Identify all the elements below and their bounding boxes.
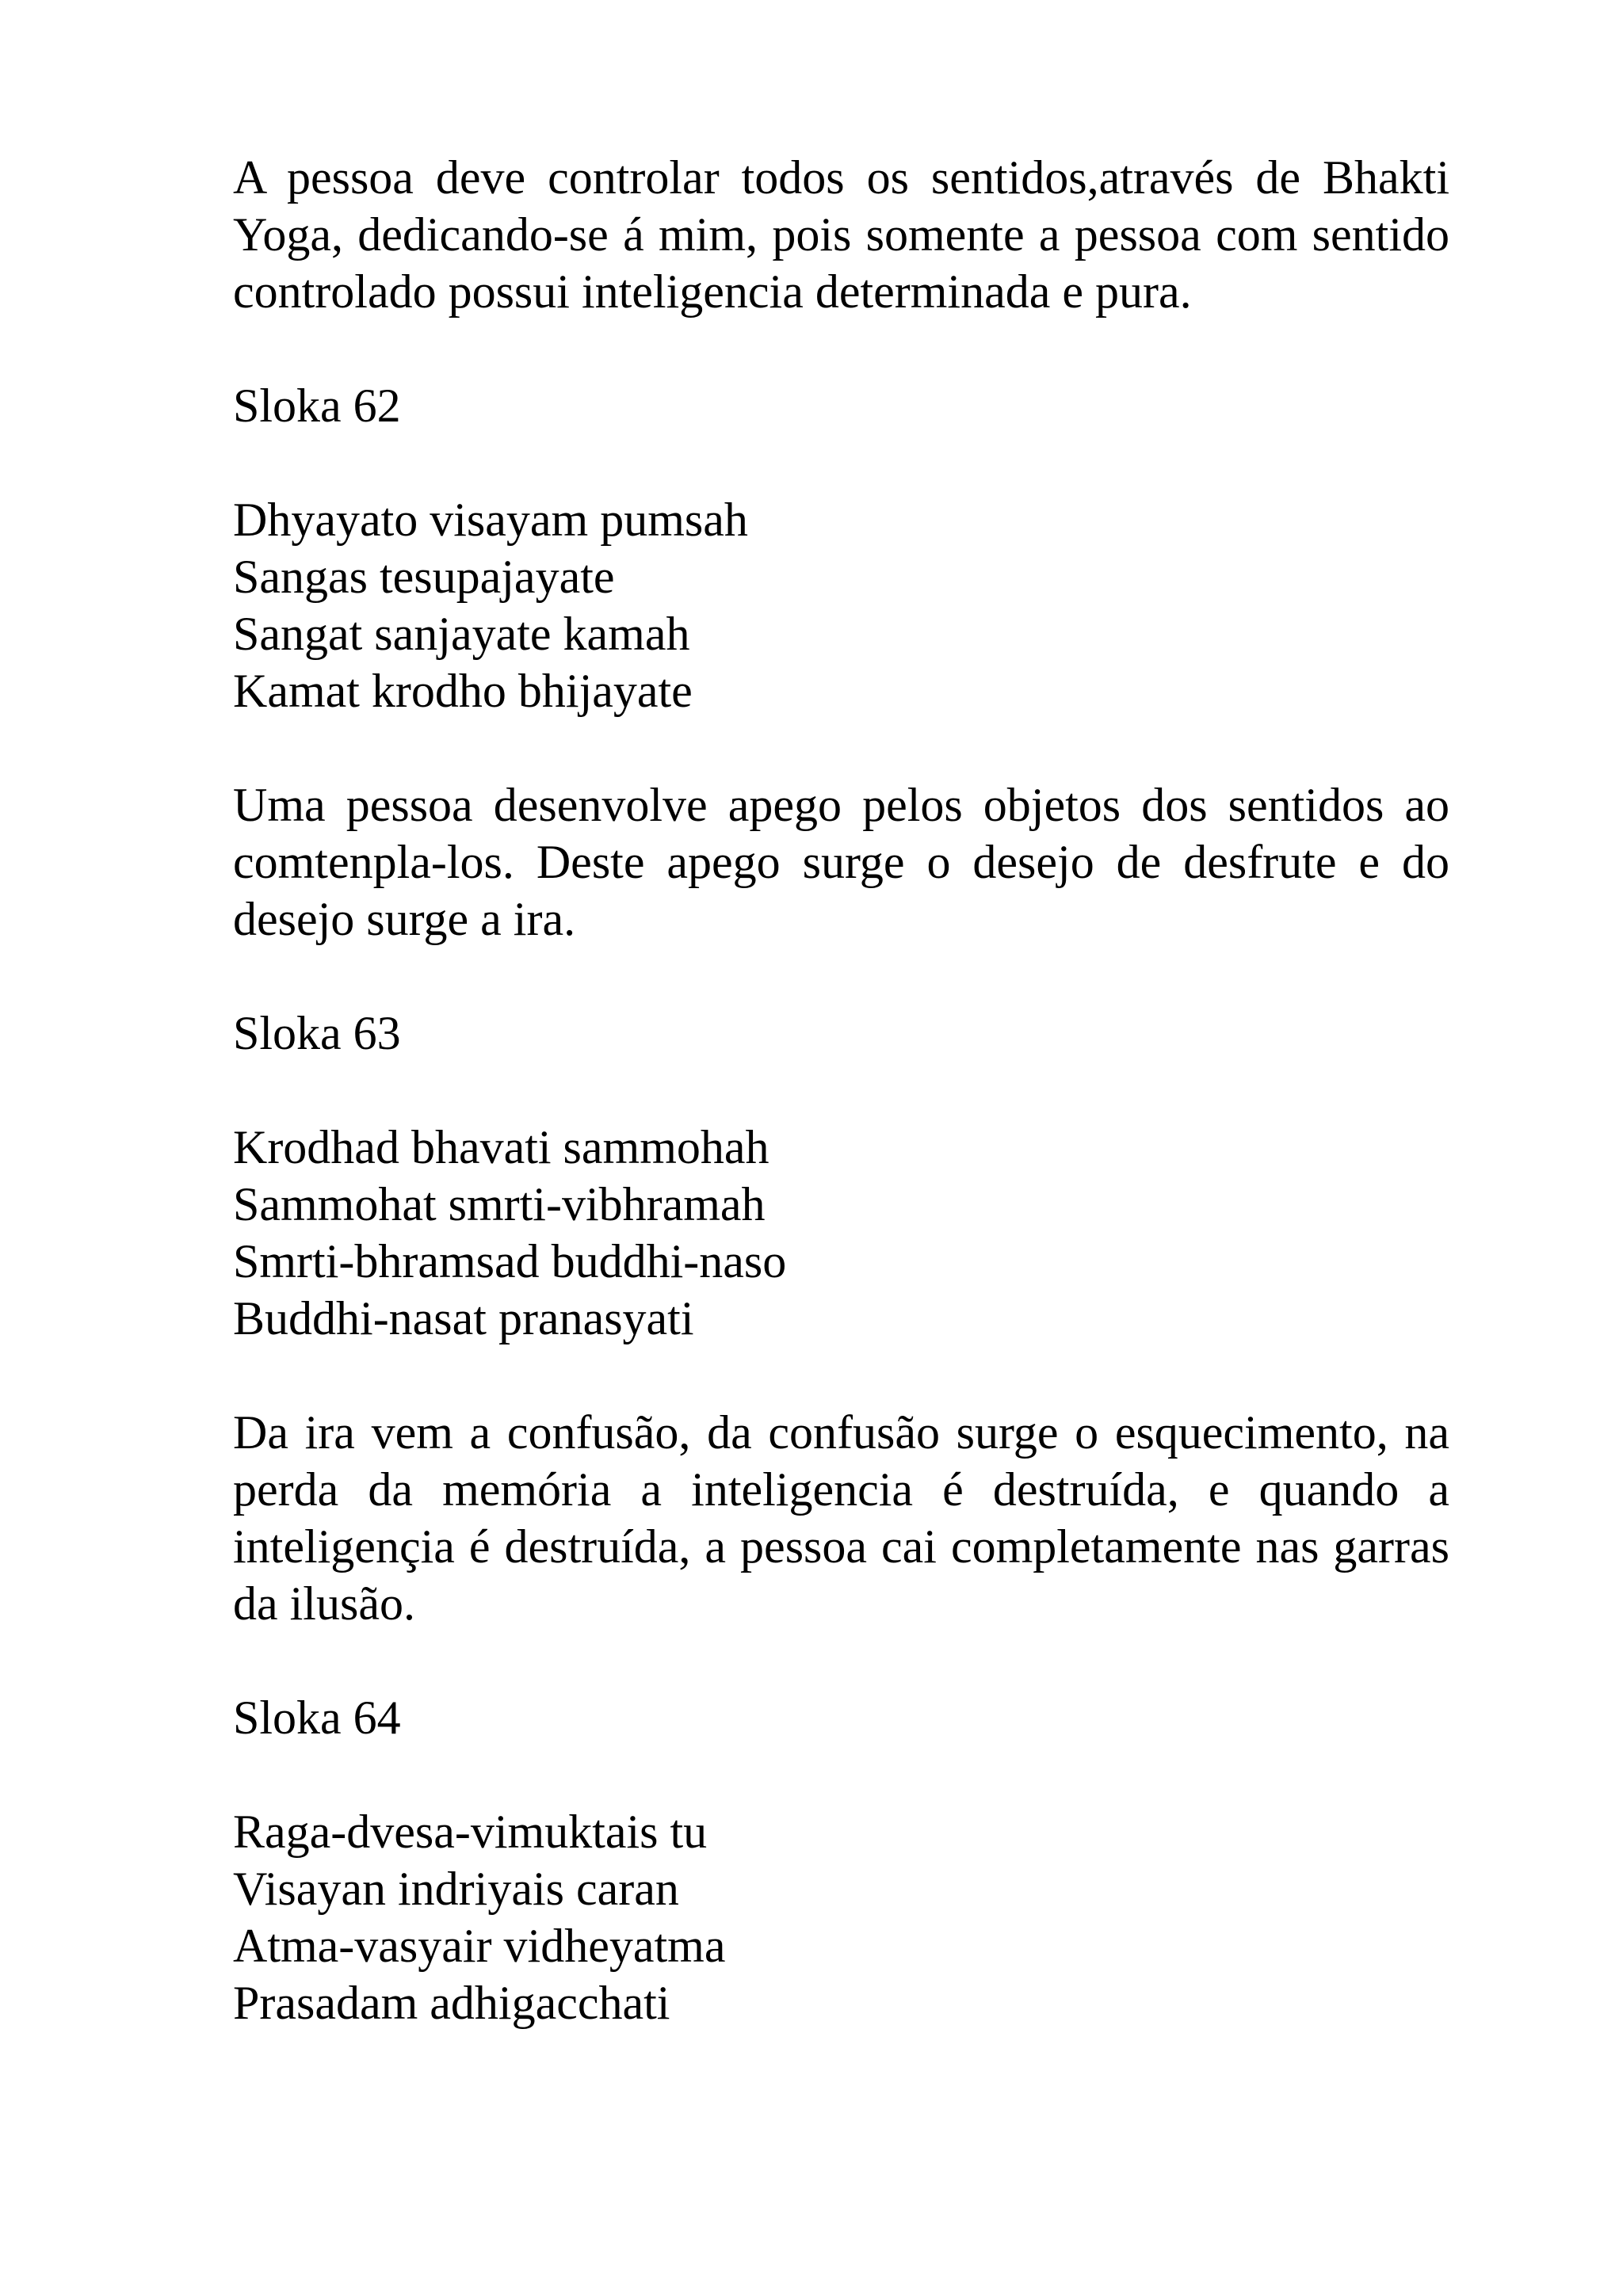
spacer <box>233 320 1449 377</box>
verse-line: Buddhi-nasat pranasyati <box>233 1292 694 1344</box>
verse-line: Dhyayato visayam pumsah <box>233 494 748 546</box>
spacer <box>233 1746 1449 1803</box>
sloka-63-verse <box>233 1119 1449 1347</box>
spacer <box>233 1632 1449 1689</box>
spacer <box>233 719 1449 776</box>
verse-line: Krodhad bhavati sammohah <box>233 1121 769 1173</box>
verse-line: Sammohat smrti-vibhramah <box>233 1178 766 1230</box>
verse-line: Visayan indriyais caran <box>233 1863 679 1915</box>
sloka-62-translation: Uma pessoa desenvolve apego pelos objetos dos sentidos ao comtenpla-los. Deste apego surge o desejo de desfrute e do desejo surge a ira. <box>233 779 1449 945</box>
sloka-63-heading: Sloka 63 <box>233 1007 401 1059</box>
verse-line: Kamat krodho bhijayate <box>233 665 693 717</box>
spacer <box>233 434 1449 491</box>
intro-paragraph: A pessoa deve controlar todos os sentidos,através de Bhakti Yoga, dedicando-se á mim, pois somente a pessoa com sentido controlado possui inteligencia determinada e pura. <box>233 151 1449 318</box>
sloka-64-heading: Sloka 64 <box>233 1691 401 1744</box>
verse-line: Smrti-bhramsad buddhi-naso <box>233 1235 787 1287</box>
sloka-63-translation: Da ira vem a confusão, da confusão surge o esquecimento, na perda da memória a inteligencia é destruída, e quando a inteligençia é destruída, a pessoa cai completamente nas garras da ilusão. <box>233 1406 1449 1630</box>
spacer <box>233 948 1449 1005</box>
verse-line: Raga-dvesa-vimuktais tu <box>233 1806 708 1858</box>
sloka-62-verse <box>233 491 1449 719</box>
spacer <box>233 1347 1449 1404</box>
verse-line: Sangas tesupajayate <box>233 551 615 603</box>
spacer <box>233 1062 1449 1119</box>
verse-line: Sangat sanjayate kamah <box>233 608 690 660</box>
sloka-64-verse <box>233 1803 1449 2031</box>
page-content <box>233 149 1449 2031</box>
sloka-62-heading: Sloka 62 <box>233 379 401 432</box>
verse-line: Prasadam adhigacchati <box>233 1977 670 2029</box>
verse-line: Atma-vasyair vidheyatma <box>233 1920 726 1972</box>
